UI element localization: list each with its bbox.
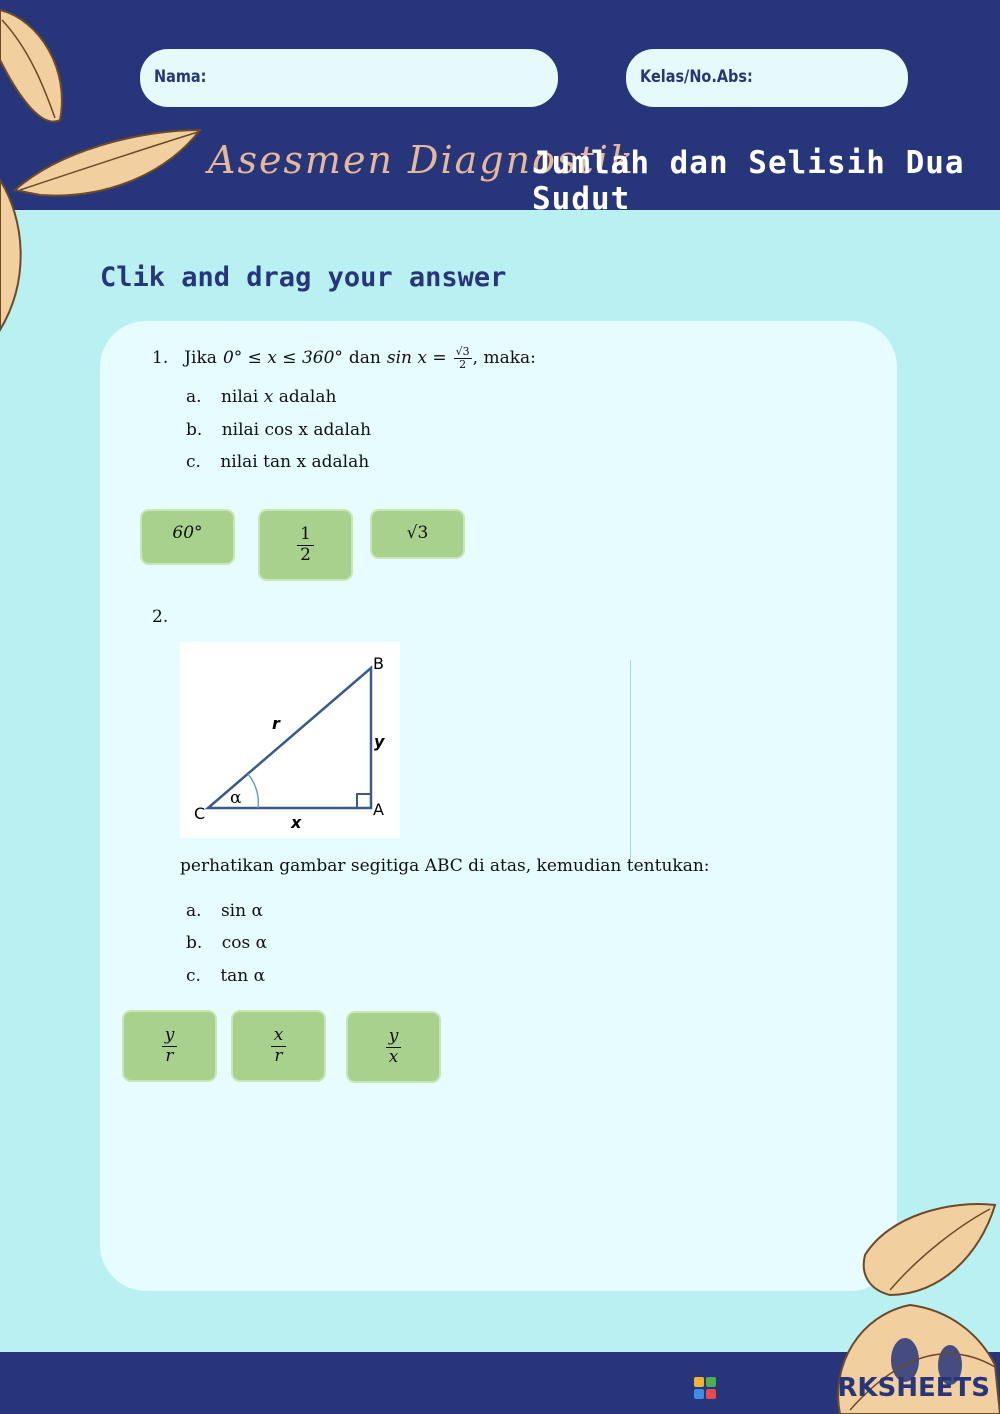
item-post: adalah [313,420,372,440]
item-pre: nilai [221,420,260,440]
q1-item-b [186,420,371,440]
item-pre: nilai [220,387,259,407]
answer-tile-x-over-r[interactable] [231,1010,326,1082]
frac-den: r [274,1045,283,1066]
drop-zone-divider [630,660,631,860]
frac-den: x [388,1046,399,1067]
label-y: y [374,732,385,751]
tile-fraction [162,1026,178,1066]
q2-item-c [186,966,265,986]
liveworksheets-logo-icon [694,1377,716,1399]
brand-text: LIVEWORKSHEETS [722,1373,990,1403]
answer-tile-y-over-x[interactable] [346,1011,441,1083]
q1-frac-den: 2 [459,357,467,371]
answer-tile-60-degrees[interactable] [140,509,235,565]
q1-fraction [454,346,472,370]
answer-tile-sqrt3[interactable] [370,509,465,559]
answer-tile-y-over-r[interactable] [122,1010,217,1082]
item-expr: tan x [263,452,307,472]
tile-fraction [297,525,314,565]
item-letter: a. [186,901,202,921]
frac-num: y [386,1027,402,1048]
q1-jika: Jika [184,348,217,369]
liveworksheets-brand [694,1373,990,1403]
question-number: 1. [152,348,169,369]
item-post: adalah [278,387,337,407]
tile-text: 60° [172,523,203,543]
tile-fraction [386,1027,402,1067]
frac-num: 1 [297,525,314,546]
label-r: r [272,714,280,733]
q1-frac-num: √3 [455,345,470,358]
frac-num: y [162,1026,178,1047]
item-letter: c. [186,966,201,986]
label-B: B [373,654,384,673]
label-A: A [373,800,384,819]
frac-num: x [271,1026,287,1047]
q1-dan: dan [348,348,381,369]
name-field[interactable] [140,49,558,107]
q1-tail: , maka: [472,348,536,369]
question-1-stem [152,346,536,370]
tile-text: √3 [406,523,429,543]
class-field[interactable] [626,49,908,107]
item-pre: nilai [220,452,258,472]
item-letter: b. [186,933,203,953]
script-title: Asesmen Diagnostik [208,138,635,182]
frac-den: r [165,1045,174,1066]
item-letter: c. [186,452,201,472]
answer-tile-one-half[interactable] [258,509,353,581]
item-letter: a. [186,387,202,407]
label-x: x [291,813,302,832]
q1-item-c [186,452,369,472]
frac-den: 2 [300,544,311,565]
q2-item-a [186,901,263,921]
item-expr: cos x [264,420,308,440]
item-expr: x [263,387,274,407]
item-expr: cos α [221,933,268,953]
item-expr: tan α [220,966,266,986]
label-C: C [194,804,206,823]
q1-item-a [186,387,336,407]
q1-sin-expr: sin x = [386,348,447,369]
tile-fraction [271,1026,287,1066]
item-post: adalah [311,452,370,472]
label-alpha: α [230,788,242,808]
item-letter: b. [186,420,203,440]
instruction-heading: Clik and drag your answer [100,262,507,293]
question-2-number: 2. [152,607,169,627]
q2-item-b [186,933,267,953]
page-title: Jumlah dan Selisih Dua Sudut [532,145,965,217]
name-label: Nama: [154,67,207,87]
item-expr: sin α [220,901,263,921]
triangle-diagram [180,642,400,838]
question-2-prompt: perhatikan gambar segitiga ABC di atas, kemudian tentukan: [180,856,710,876]
q1-condition: 0° ≤ x ≤ 360° [222,348,343,369]
class-label: Kelas/No.Abs: [640,67,753,87]
